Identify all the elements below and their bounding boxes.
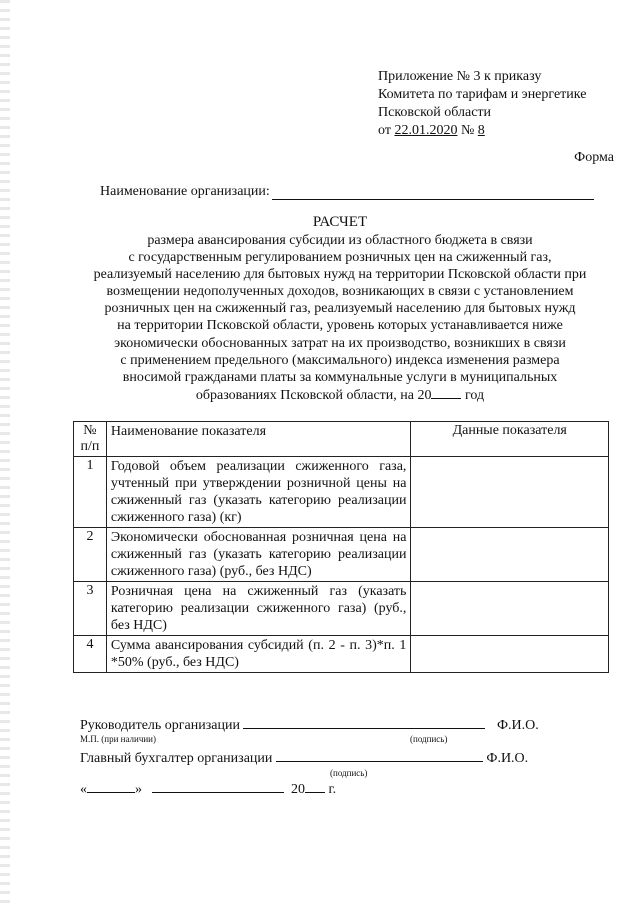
- row-value[interactable]: [411, 582, 609, 636]
- document-description: [62, 232, 618, 404]
- annex-date: 22.01.2020: [394, 123, 458, 138]
- description-line: с государственным регулированием розничных цен на сжиженный газ,: [128, 250, 552, 266]
- accountant-fio: Ф.И.О.: [486, 751, 529, 766]
- indicator-table: [73, 421, 609, 673]
- description-last-text: образованиях Псковской области, на 20: [195, 387, 432, 403]
- header-num-line2: п/п: [80, 439, 100, 454]
- annex-num-prefix: №: [457, 123, 478, 138]
- organization-label: Наименование организации:: [100, 184, 270, 199]
- header-value: Данные показателя: [411, 422, 609, 457]
- row-value[interactable]: [411, 528, 609, 582]
- description-line: реализуемый населению для бытовых нужд на территории Псковской области при: [93, 267, 587, 283]
- stamp-note: М.П. (при наличии): [80, 734, 156, 744]
- annex-header: [378, 68, 586, 140]
- head-signature-line: [80, 715, 539, 734]
- table-row: [74, 582, 609, 636]
- year-suffix: г.: [325, 782, 337, 797]
- header-num: [74, 422, 107, 457]
- row-num: 1: [74, 457, 107, 528]
- annex-line-2: Комитета по тарифам и энергетике: [378, 87, 587, 102]
- head-label: Руководитель организации: [80, 718, 240, 733]
- month-blank[interactable]: [152, 780, 284, 793]
- signature-hint-1: (подпись): [410, 734, 448, 744]
- quote-open: «: [80, 782, 87, 797]
- row-num: 3: [74, 582, 107, 636]
- row-name: Годовой объем реализации сжиженного газа, учтенный при утверждении розничной цены на сжиженный газ (указать категорию реализации сжиженного газа) (кг): [106, 457, 411, 528]
- table-row: [74, 528, 609, 582]
- accountant-signature-line: [80, 748, 528, 767]
- description-line: экономически обоснованных затрат на их производство, возникших в связи: [114, 335, 566, 351]
- annex-number: 8: [477, 123, 485, 138]
- row-num: 2: [74, 528, 107, 582]
- row-name: Розничная цена на сжиженный газ (указать категорию реализации сжиженного газа) (руб., без НДС): [106, 582, 411, 636]
- year-blank-field[interactable]: [431, 386, 461, 399]
- row-name: Сумма авансирования субсидий (п. 2 - п. 3)*п. 1 *50% (руб., без НДС): [106, 636, 411, 673]
- description-line: возмещении недополученных доходов, возникающих в связи с установлением: [106, 284, 574, 300]
- row-name: Экономически обоснованная розничная цена на сжиженный газ (указать категорию реализации сжиженного газа) (руб., без НДС): [106, 528, 411, 582]
- header-num-line1: №: [83, 423, 97, 438]
- row-value[interactable]: [411, 457, 609, 528]
- year-prefix: 20: [291, 782, 305, 797]
- annex-date-line: [378, 122, 586, 140]
- accountant-signature-blank[interactable]: [276, 748, 483, 762]
- form-label: Форма: [574, 150, 614, 165]
- document-title: РАСЧЕТ: [312, 214, 368, 230]
- table-header-row: [74, 422, 609, 457]
- head-signature-blank[interactable]: [243, 715, 485, 729]
- date-line: [80, 780, 336, 798]
- scan-edge-decoration: [0, 0, 10, 905]
- description-year-suffix: год: [461, 387, 485, 403]
- quote-close: »: [135, 782, 142, 797]
- head-fio: Ф.И.О.: [496, 718, 539, 733]
- annex-date-prefix: от: [378, 123, 395, 138]
- description-line: размера авансирования субсидии из областного бюджета в связи: [147, 233, 533, 248]
- table-row: [74, 457, 609, 528]
- description-last-line: [62, 386, 618, 404]
- signature-hint-2: (подпись): [330, 768, 368, 778]
- annex-line-1: Приложение № 3 к приказу: [378, 69, 542, 84]
- day-blank[interactable]: [87, 780, 135, 793]
- organization-blank-field[interactable]: [272, 185, 594, 200]
- row-num: 4: [74, 636, 107, 673]
- organization-name-line: [100, 184, 594, 200]
- row-value[interactable]: [411, 636, 609, 673]
- header-name: Наименование показателя: [106, 422, 411, 457]
- description-line: с применением предельного (максимального) индекса изменения размера: [120, 352, 560, 368]
- description-line: на территории Псковской области, уровень которых устанавливается ниже: [117, 318, 563, 334]
- description-line: розничных цен на сжиженный газ, реализуемый населению для бытовых нужд: [104, 301, 576, 317]
- table-row: [74, 636, 609, 673]
- accountant-label: Главный бухгалтер организации: [80, 751, 273, 766]
- year-blank[interactable]: [305, 780, 325, 793]
- annex-line-3: Псковской области: [378, 105, 492, 120]
- description-line: вносимой гражданами платы за коммунальные услуги в муниципальных: [122, 369, 558, 385]
